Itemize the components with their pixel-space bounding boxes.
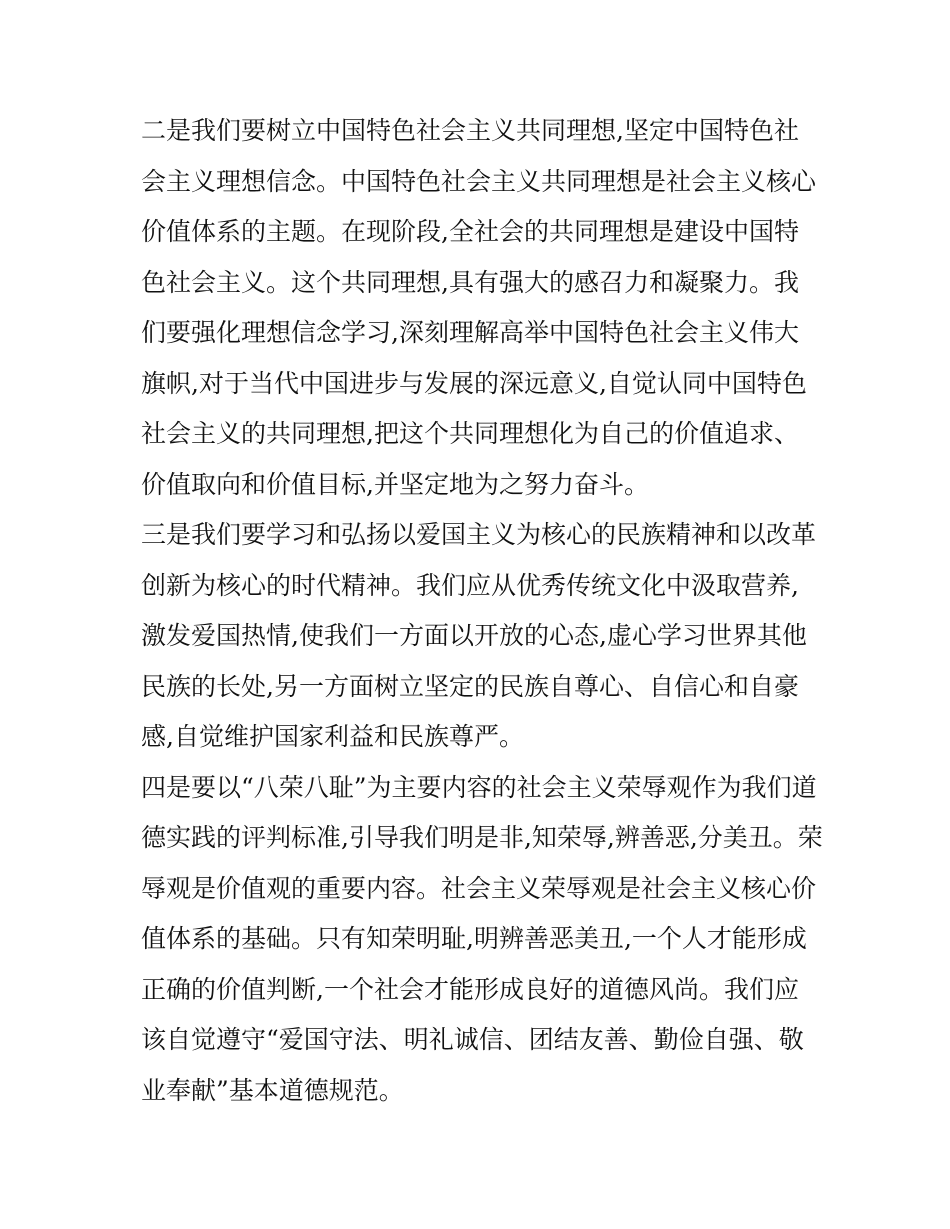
text-line: 该自觉遵守“爱国守法、明礼诚信、团结友善、勤俭自强、敬 (141, 1025, 804, 1054)
text-line: 值体系的基础。只有知荣明耻,明辨善恶美丑,一个人才能形成 (141, 924, 807, 953)
text-line: 色社会主义。这个共同理想,具有强大的感召力和凝聚力。我 (141, 267, 799, 297)
text-line: 四是要以“八荣八耻”为主要内容的社会主义荣辱观作为我们道 (141, 772, 817, 802)
text-line: 德实践的评判标准,引导我们明是非,知荣辱,辨善恶,分美丑。荣 (141, 823, 823, 852)
text-line: 旗帜,对于当代中国进步与发展的深远意义,自觉认同中国特色 (141, 368, 807, 398)
text-line: 辱观是价值观的重要内容。社会主义荣辱观是社会主义核心价 (141, 873, 817, 903)
text-line: 价值体系的主题。在现阶段,全社会的共同理想是建设中国特 (141, 217, 799, 246)
text-line: 价值取向和价值目标,并坚定地为之努力奋斗。 (141, 469, 649, 499)
text-line: 社会主义的共同理想,把这个共同理想化为自己的价值追求、 (141, 419, 799, 448)
text-line: 业奉献”基本道德规范。 (141, 1075, 404, 1105)
text-line: 激发爱国热情,使我们一方面以开放的心态,虚心学习世界其他 (141, 621, 807, 650)
text-line: 正确的价值判断,一个社会才能形成良好的道德风尚。我们应 (141, 974, 799, 1004)
body-text (141, 106, 821, 1116)
text-line: 们要强化理想信念学习,深刻理解高举中国特色社会主义伟大 (141, 318, 799, 347)
text-line: 创新为核心的时代精神。我们应从优秀传统文化中汲取营养, (141, 570, 799, 600)
text-line: 民族的长处,另一方面树立坚定的民族自尊心、自信心和自豪 (141, 671, 799, 701)
text-line: 感,自觉维护国家利益和民族尊严。 (141, 722, 524, 751)
text-line: 三是我们要学习和弘扬以爱国主义为核心的民族精神和以改革 (141, 520, 817, 549)
text-line: 会主义理想信念。中国特色社会主义共同理想是社会主义核心 (141, 166, 817, 196)
text-line: 二是我们要树立中国特色社会主义共同理想,坚定中国特色社 (141, 116, 799, 145)
